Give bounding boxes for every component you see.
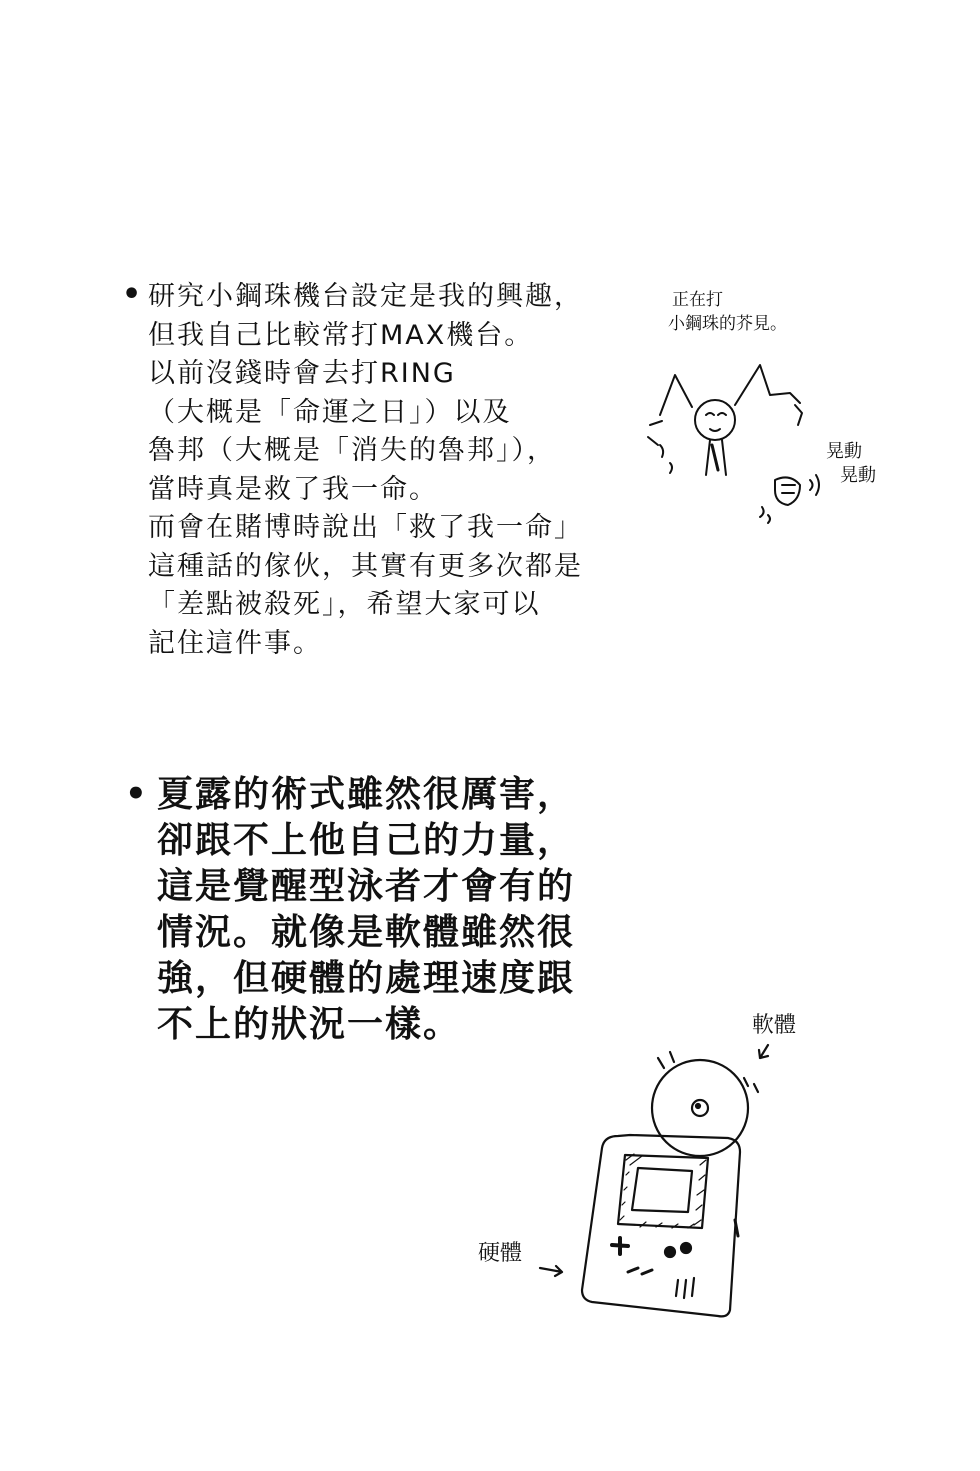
- machine-ear-right: [735, 365, 800, 405]
- button-b: [665, 1247, 675, 1257]
- author-head: [695, 400, 735, 440]
- text-line: 當時真是救了我一命。: [148, 473, 438, 505]
- caption-line: 小鋼珠的芥見。: [668, 314, 787, 334]
- pachinko-sketch: [640, 345, 840, 525]
- text-line: 記住這件事。: [148, 627, 322, 659]
- text-line: 夏露的術式雖然很厲害，: [157, 774, 576, 815]
- software-label: 軟體: [752, 1013, 797, 1038]
- hand: [775, 477, 800, 505]
- sfx-line: 晃動: [840, 465, 876, 486]
- gameboy-sketch: [530, 1040, 790, 1320]
- text-line: 以前沒錢時會去打RING: [148, 358, 456, 389]
- text-line: 但我自己比較常打MAX機台。: [148, 319, 534, 351]
- text-line: 卻跟不上他自己的力量，: [157, 820, 576, 861]
- bullet-point: •: [125, 774, 147, 814]
- text-line: 這是覺醒型泳者才會有的: [157, 866, 576, 907]
- note-text: [157, 772, 575, 1048]
- text-line: 這種話的傢伙，其實有更多次都是: [148, 550, 583, 582]
- sketch-caption: [668, 288, 787, 336]
- hardware-label: 硬體: [478, 1241, 523, 1266]
- text-line: 強，但硬體的處理速度跟: [157, 958, 576, 999]
- button-a: [681, 1243, 691, 1253]
- arrow-software: [759, 1045, 768, 1058]
- text-line: 情況。就像是軟體雖然很: [157, 912, 576, 953]
- bullet-point: •: [122, 277, 142, 312]
- text-line: 魯邦（大概是「消失的魯邦」），: [148, 435, 556, 466]
- text-line: 「差點被殺死」，希望大家可以: [148, 589, 541, 620]
- dpad: [612, 1238, 628, 1254]
- sfx-line: 晃動: [826, 441, 862, 462]
- caption-line: 正在打: [672, 290, 723, 310]
- arrow-hardware: [540, 1266, 562, 1276]
- text-line: （大概是「命運之日」）以及: [148, 396, 512, 428]
- text-line: 研究小鋼珠機台設定是我的興趣，: [148, 281, 583, 312]
- text-line: 不上的狀況一樣。: [157, 1004, 462, 1045]
- note-text: [148, 278, 583, 663]
- text-line: 而會在賭博時說出「救了我一命」: [148, 512, 583, 543]
- machine-ear-left: [660, 375, 692, 415]
- sfx-shaking: [826, 440, 876, 488]
